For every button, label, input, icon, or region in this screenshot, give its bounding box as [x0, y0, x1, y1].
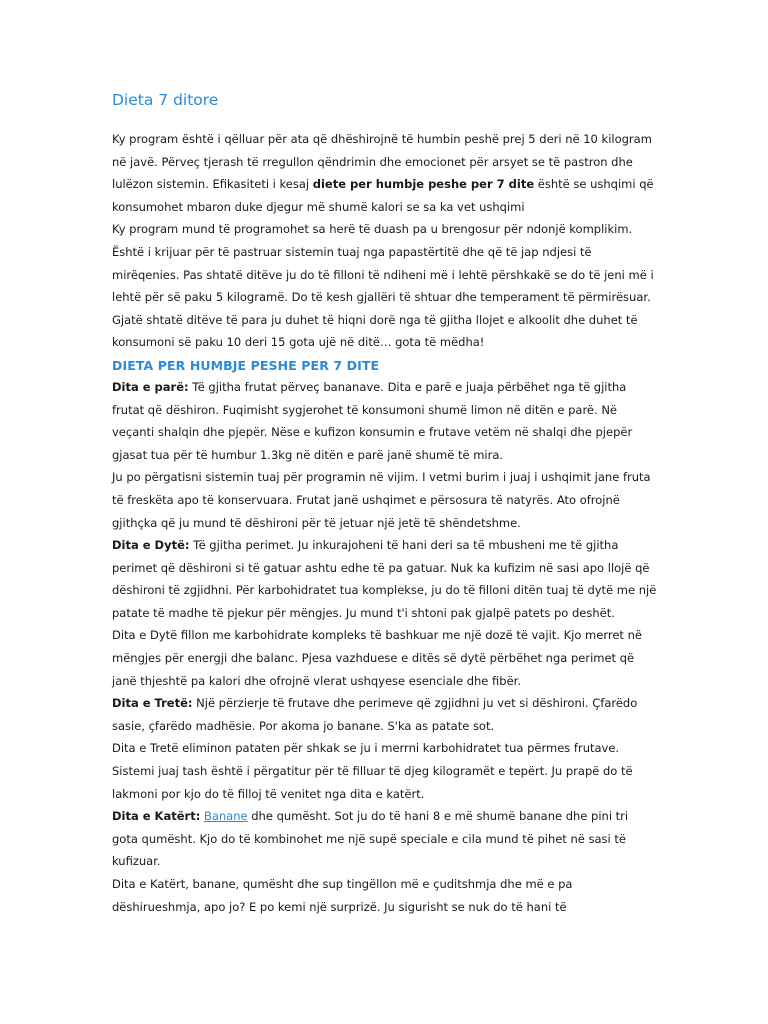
day3-paragraph	[112, 692, 657, 737]
day3-note: Dita e Tretë eliminon pataten për shkak se ju i merrni karbohidratet tua përmes frutave. Sistemi juaj tash është i përgatitur për të filluar të djeg kilogramët e tepërt. Ju prapë do të lakmoni por kjo do të filloj të venitet nga dita e katërt.	[112, 741, 633, 801]
intro-paragraph-3: Gjatë shtatë ditëve të para ju duhet të hiqni dorë nga të gjitha llojet e alkoolit dhe duhet të konsumoni së paku 10 deri 15 gota ujë në ditë… gota të mëdha!	[112, 312, 638, 350]
day2-paragraph	[112, 534, 657, 624]
day3-text: Një përzierje të frutave dhe perimeve që zgjidhni ju vet si dëshironi. Çfarëdo sasie, çfarëdo madhësie. Por akoma jo banane. S'ka as patate sot.	[112, 696, 638, 733]
day1-note: Ju po përgatisni sistemin tuaj për programin në vijim. I vetmi burim i juaj i ushqimit jane fruta të freskëta apo të konservuara. Frutat janë ushqimet e përsosura të natyrës. Ato ofrojnë gjithçka që ju mund të dëshironi për të jetuar një jetë të shëndetshme.	[112, 470, 651, 530]
day1-text: Të gjitha frutat përveç bananave. Dita e parë e juaja përbëhet nga të gjitha frutat që dëshiron. Fuqimisht sygjerohet të konsumoni shumë limon në ditën e parë. Në veçanti shalqin dhe pjepër. Nëse e kufizon konsumin e frutave vetëm në shalqi dhe pjepër gjasat tua për të humbur 1.3kg në ditën e parë janë shumë të mira.	[112, 379, 633, 462]
day4-note: Dita e Katërt, banane, qumësht dhe sup tingëllon më e çuditshmja dhe më e pa dëshirueshmja, apo jo? E po kemi një surprizë. Ju sigurisht se nuk do të hani të	[112, 877, 573, 914]
intro-text-a: Ky program është i qëlluar për ata që dhëshirojnë të humbin peshë prej 5 deri në 10 kilogram në javë. Përveç tjerash të rregullon qëndrimin dhe emocionet për arsyet se të pastron dhe lulëzon sistemin. Efikasiteti i kesaj	[112, 132, 652, 192]
intro-bold-phrase: diete per humbje peshe per 7 dite	[312, 177, 535, 192]
banane-link[interactable]: Banane	[203, 809, 248, 824]
day3-label: Dita e Tretë:	[112, 696, 193, 711]
intro-paragraph-1	[112, 128, 657, 218]
day4-paragraph	[112, 805, 657, 873]
day1-paragraph	[112, 376, 657, 466]
intro-paragraph-2: Ky program mund të programohet sa herë të duash pa u brengosur për ndonjë komplikim. Është i krijuar për të pastruar sistemin tuaj nga papastërtitë dhe që të jap ndjesi të mirëqenies. Pas shtatë ditëve ju do të filloni të ndiheni më i lehtë përshkakë se do të jeni më i lehtë për së paku 5 kilogramë. Do të kesh gjallëri të shtuar dhe temperament të përmirësuar.	[112, 222, 654, 305]
page-title: Dieta 7 ditore	[112, 91, 219, 109]
day2-label: Dita e Dytë:	[112, 538, 190, 553]
document-page	[112, 86, 657, 918]
day4-text: dhe qumësht. Sot ju do të hani 8 e më shumë banane dhe pini tri gota qumësht. Kjo do të kombinohet me një supë speciale e cila mund të pihet në sasi të kufizuar.	[112, 809, 629, 869]
day4-label: Dita e Katërt:	[112, 809, 201, 824]
section-heading: DIETA PER HUMBJE PESHE PER 7 DITE	[112, 357, 380, 373]
intro-text-b: është se ushqimi që konsumohet mbaron duke djegur më shumë kalori se sa ka vet ushqimi	[112, 177, 654, 214]
day2-text: Të gjitha perimet. Ju inkurajoheni të hani deri sa të mbusheni me të gjitha perimet që dëshironi si të gatuar ashtu edhe të pa gatuar. Nuk ka kufizim në sasi apo llojë që dëshironi të zgjidhni. Për karbohidratet tua komplekse, ju do të filloni ditën tuaj të dytë me një patate të madhe të pjekur për mëngjes. Ju mund t'i shtoni pak gjalpë patets po deshët.	[112, 538, 657, 620]
day2-note: Dita e Dytë fillon me karbohidrate kompleks të bashkuar me një dozë të vajit. Kjo merret në mëngjes për energji dhe balanc. Pjesa vazhduese e ditës së dytë përbëhet nga perimet që janë thjeshtë pa kalori dhe ofrojnë vlerat ushqyese esenciale dhe fibër.	[112, 628, 642, 688]
day1-label: Dita e parë:	[112, 379, 189, 394]
